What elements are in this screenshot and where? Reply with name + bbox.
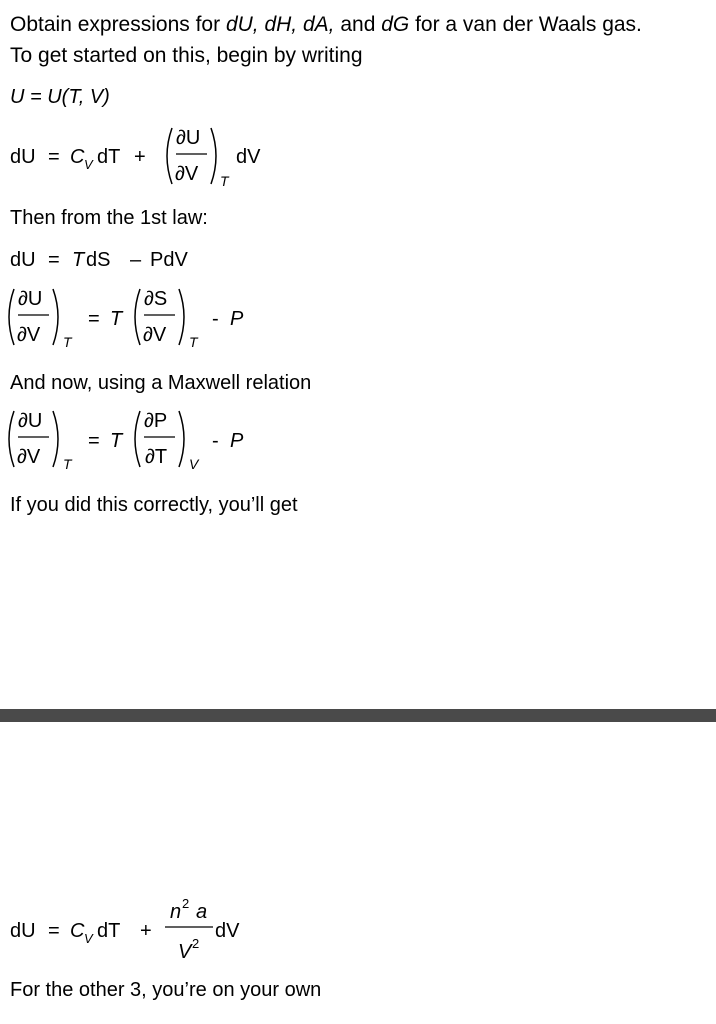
eq6-dt: dT (97, 920, 121, 942)
eq5-denominator-2: ∂T (145, 446, 168, 468)
eq5-subscript-2: V (189, 456, 199, 472)
intro-var-dg: dG (381, 13, 410, 36)
eq4-left-paren-1 (9, 289, 14, 345)
eq5-denominator-1: ∂V (17, 446, 41, 468)
eq4-numerator-2: ∂S (144, 288, 168, 310)
eq4-numerator-1: ∂U (18, 288, 43, 310)
eq2-dt: dT (97, 146, 121, 168)
eq5-equals: = (88, 430, 100, 452)
eq3-lhs: dU (10, 249, 36, 271)
eq5-right-paren-1 (53, 411, 58, 467)
intro-text-c: for a van der Waals gas. (409, 13, 642, 36)
eq2-subscript: T (220, 173, 229, 189)
eq6-cv-sub: V (84, 931, 93, 946)
eq2-cv-sub: V (84, 157, 93, 172)
intro-text-a: Obtain expressions for (10, 13, 226, 36)
text-maxwell: And now, using a Maxwell relation (10, 372, 312, 394)
eq4-denominator-2: ∂V (143, 324, 167, 346)
eq4-subscript-1: T (63, 334, 72, 350)
eq3-minus: – (130, 249, 142, 271)
intro-vars: dU, dH, dA, (225, 13, 335, 36)
eq6-num-exp: 2 (182, 896, 190, 911)
intro-text-b: and (334, 13, 382, 36)
eq5-numerator-1: ∂U (18, 410, 43, 432)
eq5-t: T (110, 430, 123, 452)
eq2-denominator: ∂V (175, 163, 199, 185)
eq6-plus: + (140, 920, 152, 942)
eq6-num-n: n (170, 901, 182, 923)
text-first-law: Then from the 1st law: (10, 207, 208, 229)
eq4-denominator-1: ∂V (17, 324, 41, 346)
eq4-left-paren-2 (135, 289, 140, 345)
equation-partial-u-entropy (0, 283, 300, 363)
eq4-t: T (110, 308, 123, 330)
eq4-p: P (230, 308, 244, 330)
eq2-cv: C (70, 146, 85, 168)
eq5-right-paren-2 (179, 411, 184, 467)
eq3-t: T (72, 249, 85, 271)
eq5-p: P (230, 430, 244, 452)
eq4-subscript-2: T (189, 334, 198, 350)
eq5-left-paren-1 (9, 411, 14, 467)
eq4-right-paren-1 (53, 289, 58, 345)
eq2-plus: + (134, 146, 146, 168)
eq3-pdv: PdV (150, 249, 188, 271)
equation-first-law (0, 242, 260, 276)
equation-du-general (0, 118, 300, 198)
text-footer: For the other 3, you’re on your own (10, 979, 322, 1001)
eq2-left-paren (167, 128, 172, 184)
intro-line-1 (10, 12, 642, 38)
text-result: If you did this correctly, you’ll get (10, 494, 298, 516)
eq2-numerator: ∂U (176, 127, 201, 149)
equation-du-vdw-result (0, 892, 300, 972)
eq3-ds: dS (86, 249, 111, 271)
eq6-lhs: dU (10, 920, 36, 942)
equation-maxwell (0, 405, 300, 485)
eq6-den-v: V (178, 941, 192, 963)
eq5-numerator-2: ∂P (144, 410, 168, 432)
eq6-equals: = (48, 920, 60, 942)
eq2-equals: = (48, 146, 60, 168)
eq2-dv: dV (236, 146, 261, 168)
section-divider (0, 709, 716, 722)
eq2-lhs: dU (10, 146, 36, 168)
eq6-cv: C (70, 920, 85, 942)
eq3-equals: = (48, 249, 60, 271)
eq6-dv: dV (215, 920, 240, 942)
eq2-right-paren (211, 128, 216, 184)
eq5-subscript-1: T (63, 456, 72, 472)
eq6-den-exp: 2 (192, 936, 200, 951)
eq4-minus: - (212, 308, 219, 330)
equation-u-function: U = U(T, V) (10, 86, 110, 108)
eq4-right-paren-2 (179, 289, 184, 345)
eq5-minus: - (212, 430, 219, 452)
eq5-left-paren-2 (135, 411, 140, 467)
eq6-num-a: a (196, 901, 208, 923)
eq4-equals: = (88, 308, 100, 330)
intro-line-2: To get started on this, begin by writing (10, 44, 363, 67)
